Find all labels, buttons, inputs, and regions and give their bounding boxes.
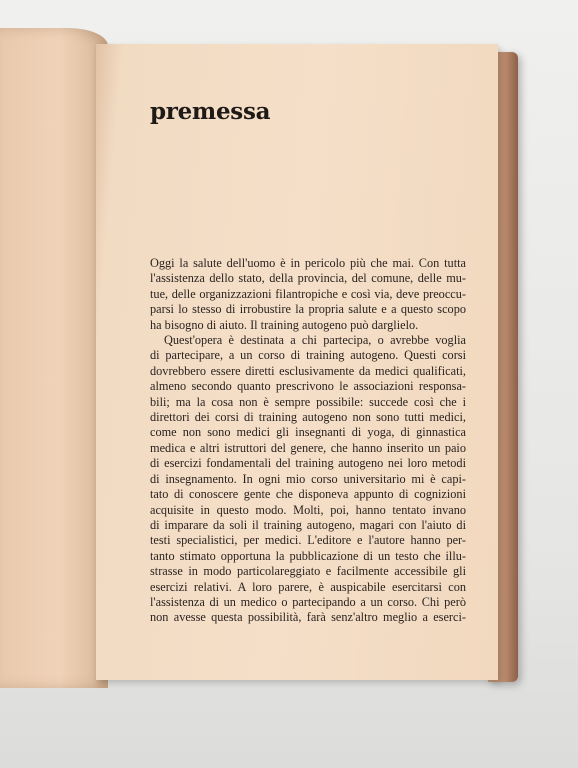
text-line: tue, delle organizzazioni filantropiche e così via, deve preoccu- [150, 286, 466, 301]
text-line: ha bisogno di aiuto. Il training autogeno può darglielo. [150, 317, 419, 332]
text-line: bili; ma la cosa non è sempre possibile: succede così che i [150, 394, 466, 409]
text-line: testi specialistici, per medici. L'editore e l'autore hanno per- [150, 533, 466, 548]
text-line: strasse in modo particolareggiato e facilmente accessibile gli [150, 564, 466, 579]
text-line: di partecipare, a un corso di training autogeno. Questi corsi [150, 348, 466, 363]
left-page [0, 28, 108, 688]
text-line: parsi lo stesso di irrobustire la propria salute e a questo scopo [150, 302, 466, 317]
text-line: di esercizi fondamentali del training autogeno nei loro metodi [150, 456, 466, 471]
text-line: Oggi la salute dell'uomo è in pericolo più che mai. Con tutta [150, 256, 466, 270]
chapter-heading: premessa [150, 98, 271, 125]
text-line: come non sono medici gli insegnanti di yoga, di ginnastica [150, 425, 466, 440]
body-paragraphs [150, 256, 466, 626]
text-line: direttori dei corsi di training autogeno non sono tutti medici, [150, 410, 466, 425]
text-line: tato di conoscere gente che disponeva appunto di cognizioni [150, 487, 466, 502]
text-line: l'assistenza di un medico o partecipando a un corso. Chi però [150, 594, 466, 609]
text-line: Quest'opera è destinata a chi partecipa, o avrebbe voglia [164, 333, 466, 348]
text-line: di insegnamento. In ogni mio corso universitario mi è capi- [150, 471, 466, 486]
text-line: non avesse questa possibilità, farà senz'altro meglio a eserci- [150, 610, 466, 625]
text-line: tanto stimato opportuna la pubblicazione di un testo che illu- [150, 548, 466, 563]
text-line: medica e altri istruttori del genere, che hanno inserito un paio [150, 440, 466, 455]
text-line: l'assistenza dello stato, della provincia, del comune, delle mu- [150, 271, 466, 286]
text-line: esercizi relativi. A loro parere, è auspicabile esercitarsi con [150, 579, 466, 594]
text-line: dovrebbero essere diretti esclusivamente da medici qualificati, [150, 363, 466, 378]
text-line: di imparare da soli il training autogeno, magari con l'aiuto di [150, 517, 466, 532]
text-line: almeno secondo quanto prescrivono le associazioni responsa- [150, 379, 466, 394]
text-line: acquisite in questo modo. Molti, poi, hanno tentato invano [150, 502, 466, 517]
